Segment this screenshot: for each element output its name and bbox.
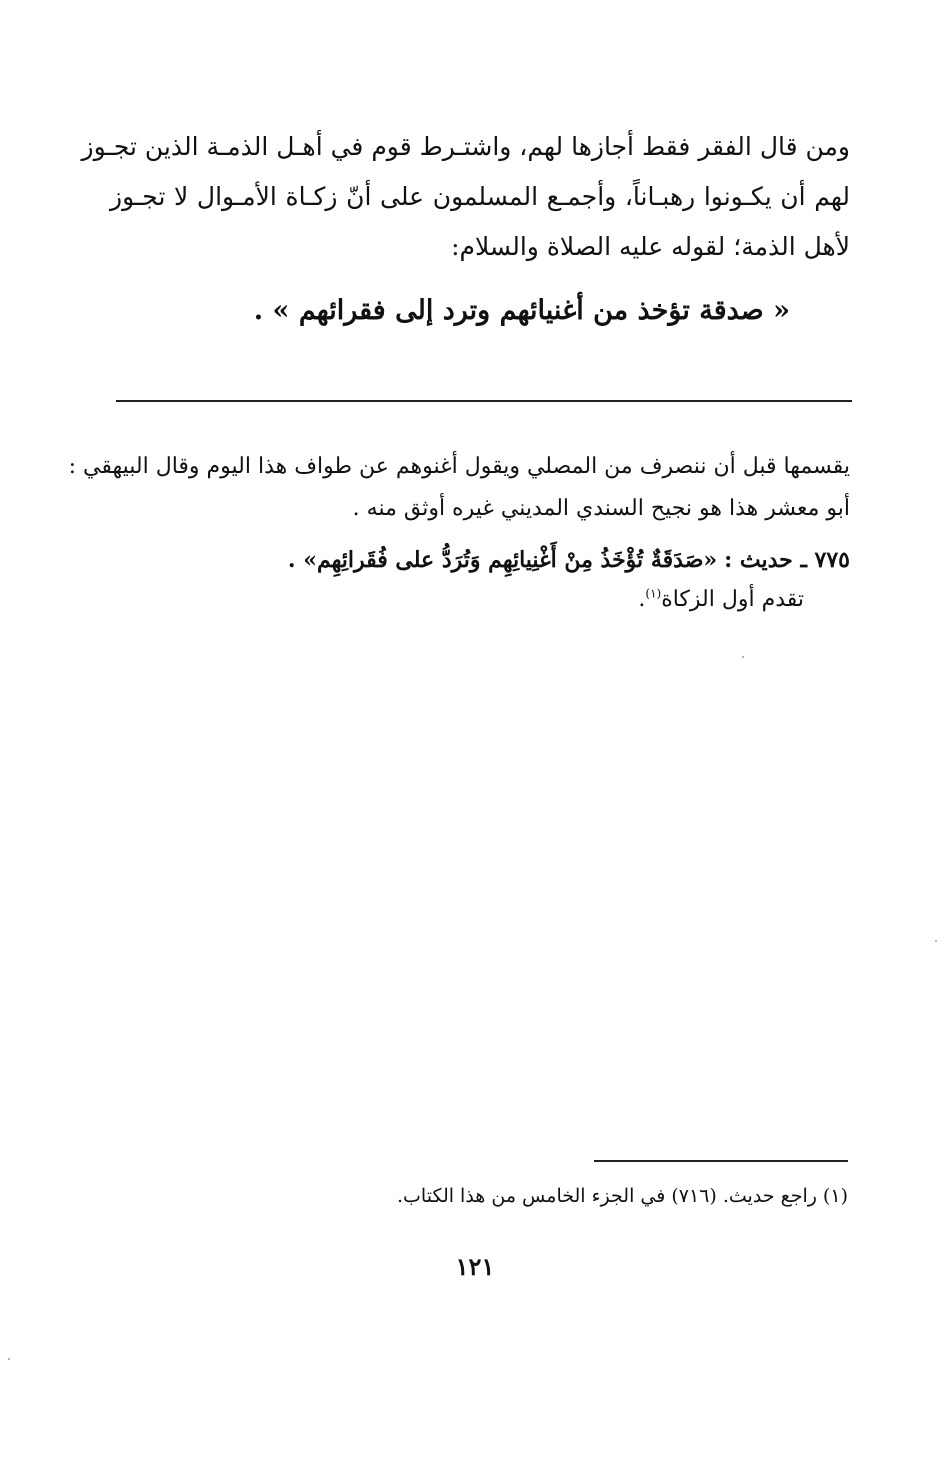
top-paragraph: [81, 122, 850, 272]
note-end: .: [638, 587, 646, 612]
commentary-line: أبو معشر هذا هو نجيح السندي المديني غيره أوثق منه .: [352, 496, 850, 521]
cross-reference-note: [110, 580, 850, 620]
hadith-quote: « صدقة تؤخذ من أغنيائهم وترد إلى فقرائهم » .: [253, 295, 790, 326]
page-number: ١٢١: [455, 1252, 495, 1281]
footnote-divider: [594, 1160, 848, 1162]
hadith-text: «صَدَقَةٌ تُؤْخَذُ مِنْ أَغْنِيائِهِم وَتُرَدُّ على فُقَرائِهِم» .: [287, 547, 718, 573]
note-text: تقدم أول الزكاة: [661, 587, 804, 612]
hadith-number: ٧٧٥ ـ حديث :: [724, 547, 850, 573]
top-paragraph-line: لهم أن يكـونوا رهبـاناً، وأجمـع المسلمون على أنّ زكـاة الأمـوال لا تجـوز: [110, 182, 850, 211]
footnote: (١) راجع حديث. (٧١٦) في الجزء الخامس من هذا الكتاب.: [397, 1185, 848, 1207]
scan-speck: [935, 940, 937, 942]
hadith-entry: [110, 540, 850, 580]
footnote-marker: (١): [645, 586, 662, 601]
commentary-line: يقسمها قبل أن ننصرف من المصلي ويقول أغنوهم عن طواف هذا اليوم وقال البيهقي :: [68, 454, 850, 479]
scan-speck: [8, 1358, 10, 1360]
commentary-section: [68, 446, 850, 620]
scan-speck: [742, 656, 744, 658]
top-paragraph-line: لأهل الذمة؛ لقوله عليه الصلاة والسلام:: [451, 232, 850, 261]
section-divider: [116, 400, 852, 402]
top-paragraph-line: ومن قال الفقر فقط أجازها لهم، واشتـرط قوم في أهـل الذمـة الذين تجـوز: [81, 132, 850, 161]
